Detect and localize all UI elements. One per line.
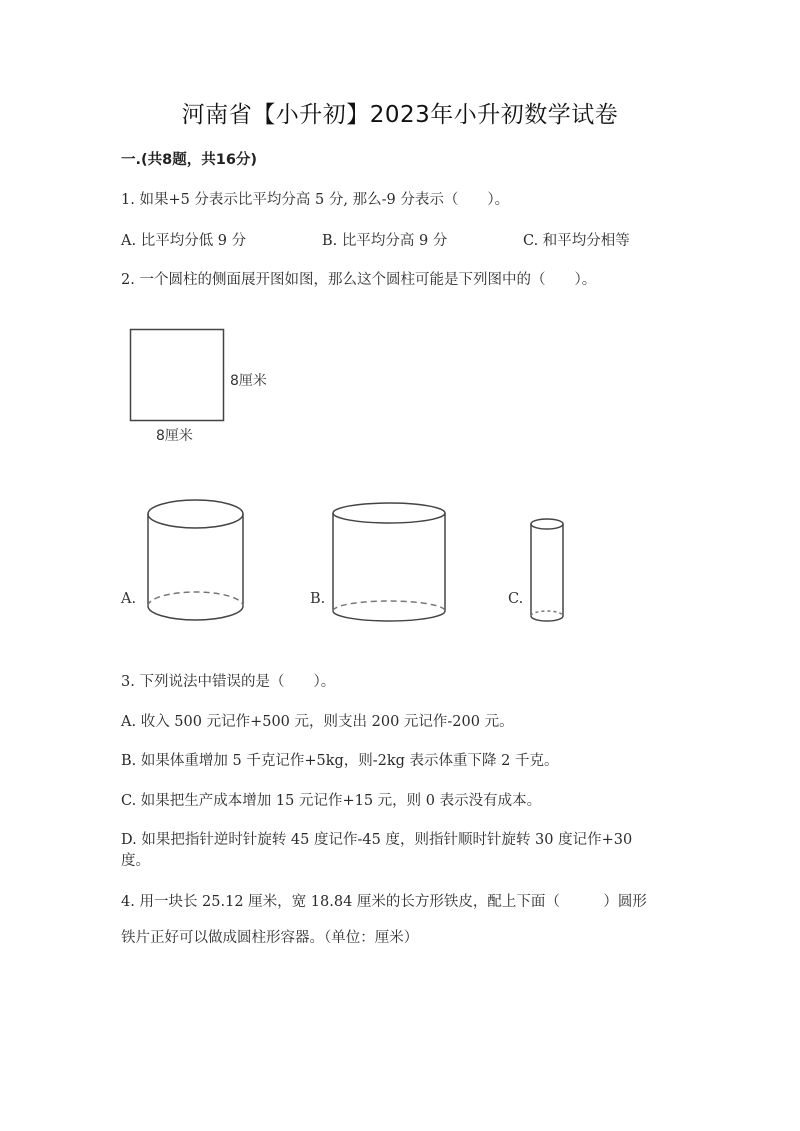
cylinder-c-figure [531,519,563,621]
square-side-label: 8厘米 [230,373,267,389]
question-1-stem: 1. 如果+5 分表示比平均分高 5 分, 那么-9 分表示（ ）。 [121,192,510,208]
question-3-option-c: C. 如果把生产成本增加 15 元记作+15 元，则 0 表示没有成本。 [121,793,542,809]
square-bottom-label: 8厘米 [156,428,193,444]
cylinder-a-figure [148,500,243,620]
cylinder-b-figure [333,503,445,621]
question-2-stem: 2. 一个圆柱的侧面展开图如图，那么这个圆柱可能是下列图中的（ ）。 [121,272,597,288]
question-1-option-b: B. 比平均分高 9 分 [322,233,448,249]
question-2-option-a-label: A. [121,591,137,607]
question-1-option-a: A. 比平均分低 9 分 [121,233,247,249]
square-net-figure [131,330,224,421]
question-3-option-d-line2: 度。 [121,853,150,869]
question-1-option-c: C. 和平均分相等 [523,233,630,249]
question-4-stem-line2: 铁片正好可以做成圆柱形容器。（单位：厘米） [121,930,419,946]
question-2-option-b-label: B. [310,591,326,607]
question-3-option-a: A. 收入 500 元记作+500 元，则支出 200 元记作-200 元。 [121,714,514,730]
question-4-stem-line1: 4. 用一块长 25.12 厘米，宽 18.84 厘米的长方形铁皮，配上下面（ ）圆形 [121,894,647,910]
question-3-option-d-line1: D. 如果把指针逆时针旋转 45 度记作-45 度，则指针顺时针旋转 30 度记作+30 [121,832,633,848]
question-3-option-b: B. 如果体重增加 5 千克记作+5kg，则-2kg 表示体重下降 2 千克。 [121,753,559,769]
page-title: 河南省【小升初】2023年小升初数学试卷 [181,102,619,128]
question-2-option-c-label: C. [508,591,524,607]
question-3-stem: 3. 下列说法中错误的是（ ）。 [121,674,336,690]
section-heading: 一.(共8题，共16分) [121,152,258,168]
